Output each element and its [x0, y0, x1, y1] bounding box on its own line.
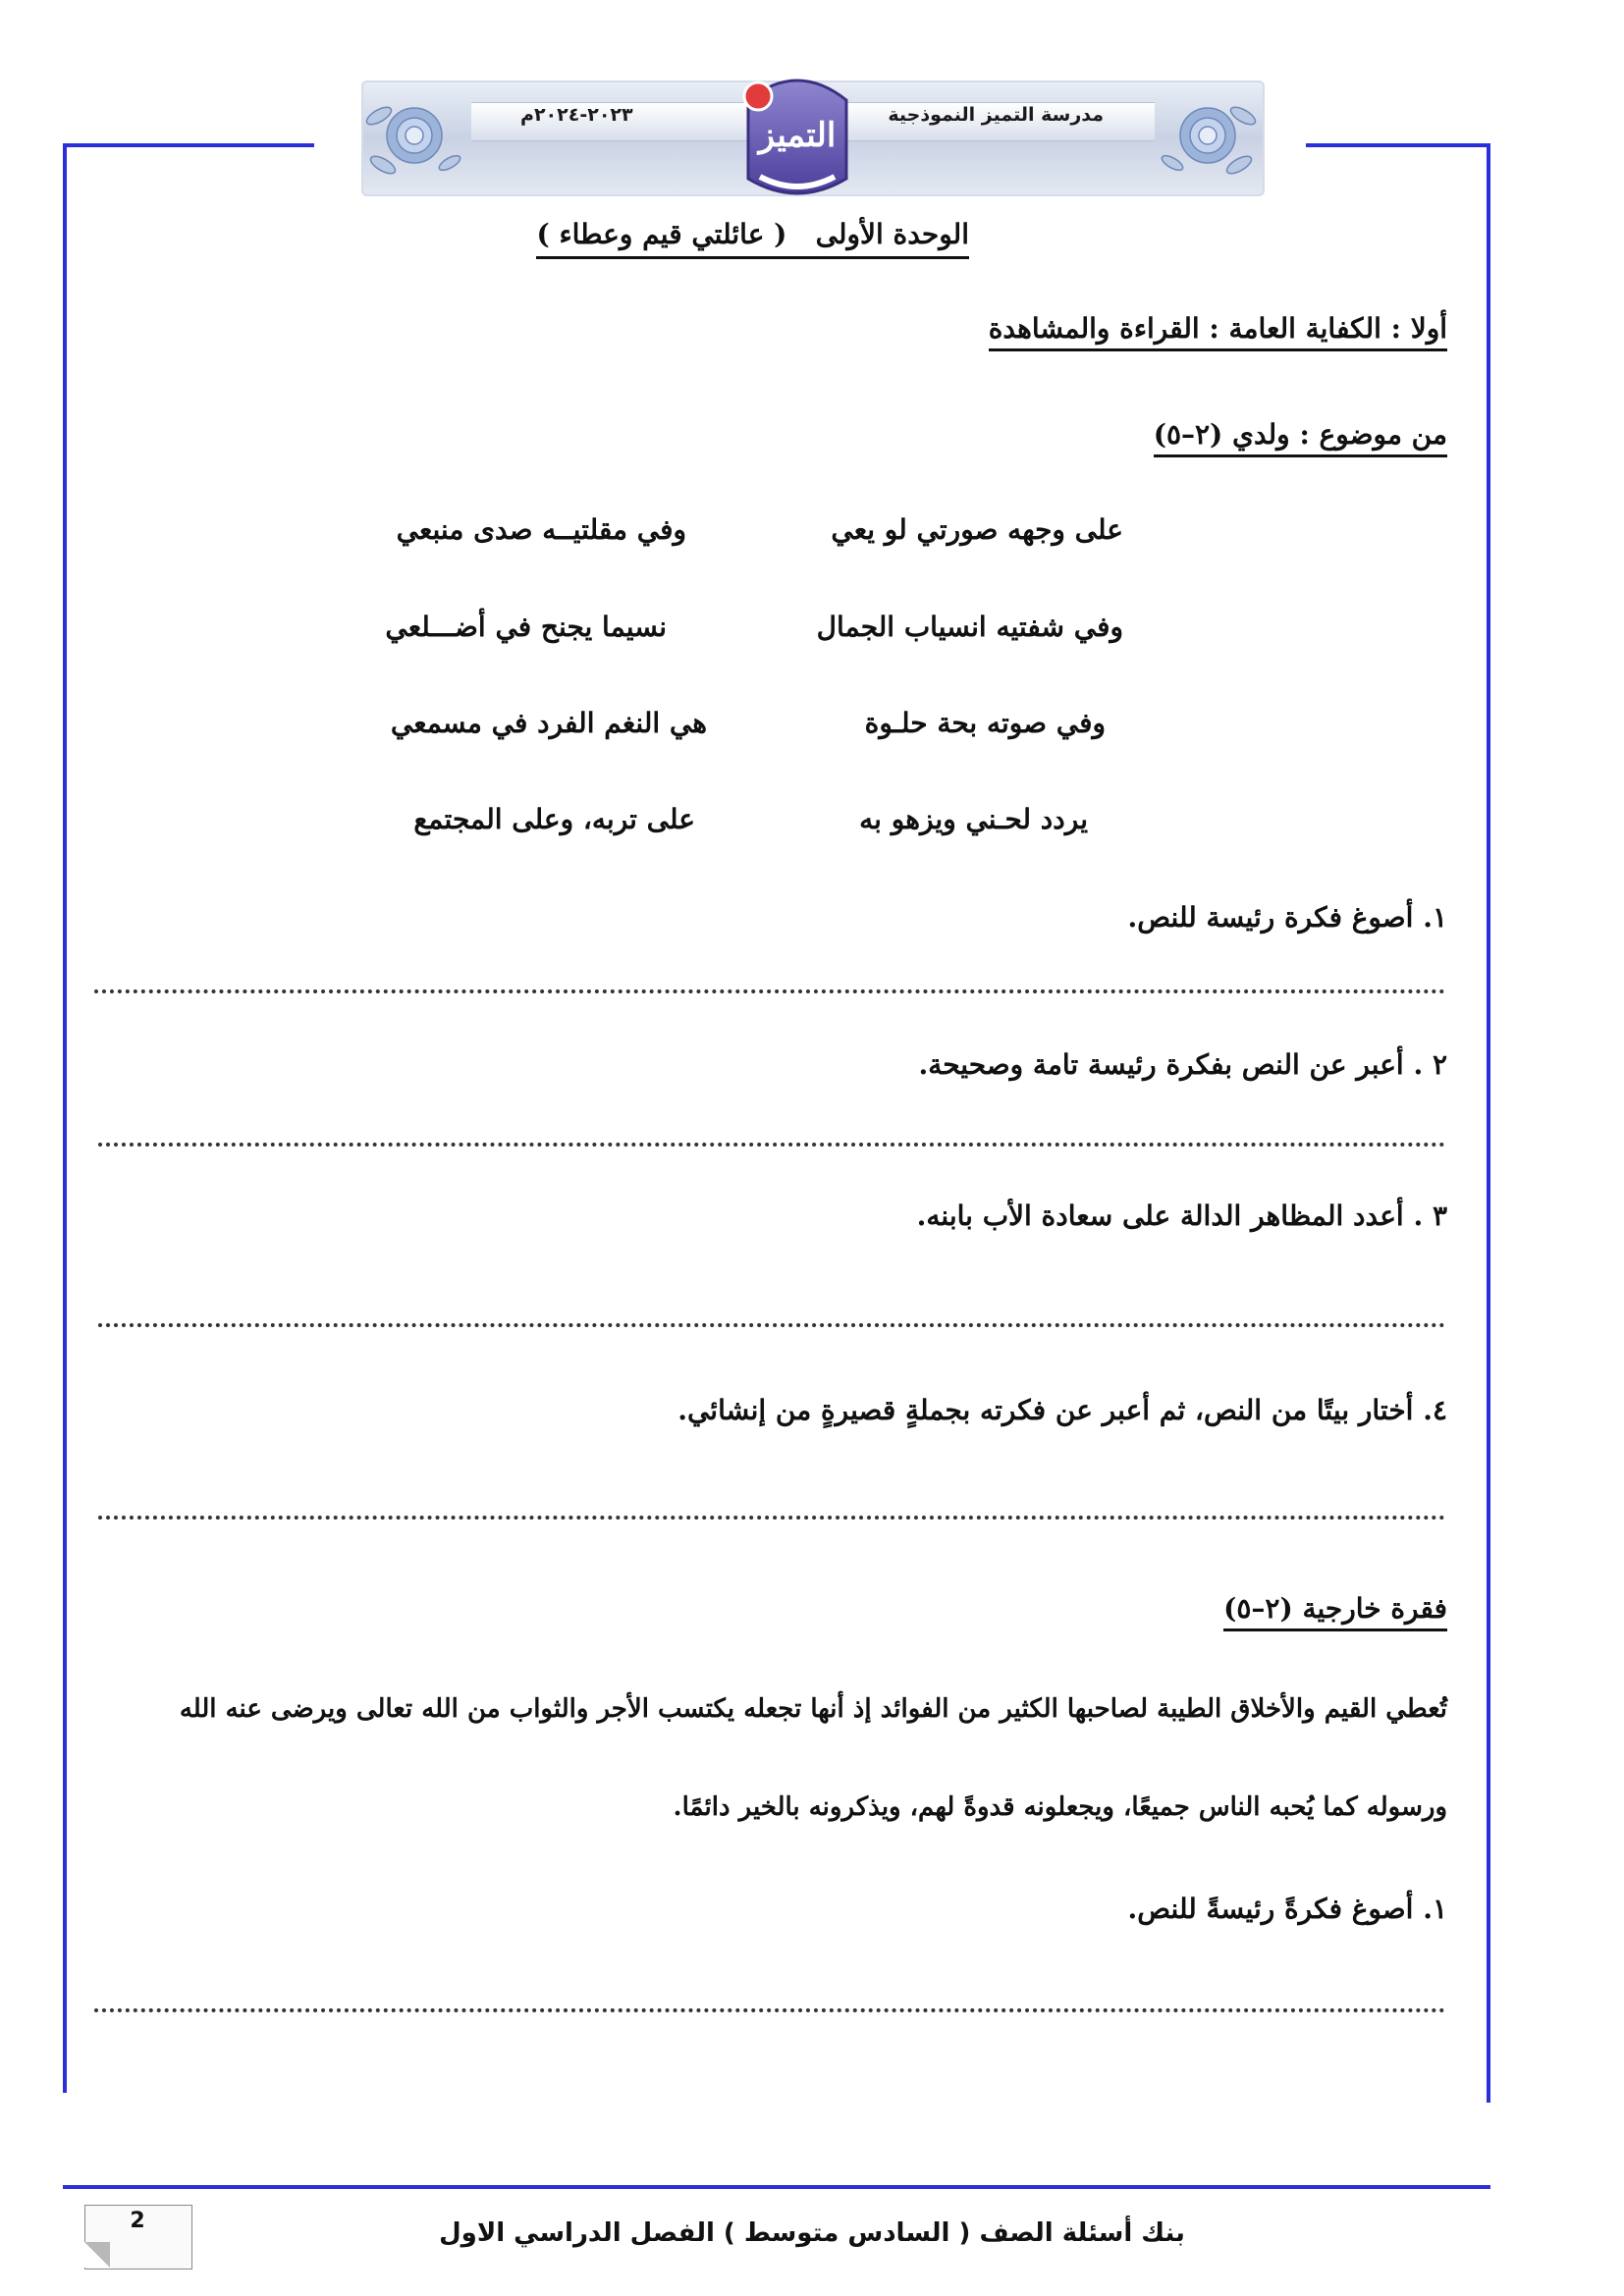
- section2-question-1: ١. أصوغ فكرةً رئيسةً للنص.: [1127, 1893, 1447, 1925]
- section1-heading: أولا : الكفاية العامة : القراءة والمشاهدة: [989, 312, 1447, 351]
- answer-line-4[interactable]: [98, 1516, 1445, 1520]
- frame-top-right: [1306, 143, 1490, 147]
- poem-verse-3-left: هي النغم الفرد في مسمعي: [390, 707, 707, 739]
- question-3: ٣ . أعدد المظاهر الدالة على سعادة الأب بابنه.: [916, 1200, 1447, 1232]
- school-name: مدرسة التميز النموذجية: [888, 104, 1104, 126]
- poem-verse-4-left: على تربه، وعلى المجتمع: [413, 803, 695, 835]
- page-number: 2: [130, 2209, 145, 2233]
- poem-verse-4-right: يردد لحـني ويزهو به: [859, 803, 1088, 835]
- poem-verse-2-left: نسيما يجنح في أضـــلعي: [385, 611, 667, 643]
- poem-verse-1-left: وفي مقلتيــه صدى منبعي: [396, 513, 686, 546]
- school-year: ٢٠٢٣-٢٠٢٤م: [520, 104, 633, 126]
- logo-text: التميز: [758, 116, 837, 155]
- poem-verse-2-right: وفي شفتيه انسياب الجمال: [816, 611, 1123, 643]
- question-2: ٢ . أعبر عن النص بفكرة رئيسة تامة وصحيحة.: [918, 1048, 1447, 1081]
- footer-rule: [63, 2185, 1490, 2189]
- paragraph-line-1: تُعطي القيم والأخلاق الطيبة لصاحبها الكثير من الفوائد إذ أنها تجعله يكتسب الأجر والثواب من الله تعالى ويرضى عنه الله: [179, 1694, 1447, 1724]
- paragraph-line-2: ورسوله كما يُحبه الناس جميعًا، ويجعلونه قدوةً لهم، ويذكرونه بالخير دائمًا.: [673, 1792, 1447, 1822]
- section2-heading: فقرة خارجية (٢–٥): [1223, 1592, 1447, 1631]
- frame-right: [1487, 143, 1490, 2103]
- section1-topic: من موضوع : ولدي (٢–٥): [1154, 418, 1447, 457]
- answer-line-2[interactable]: [98, 1143, 1445, 1147]
- answer-line-1[interactable]: [94, 989, 1445, 993]
- answer-line-5[interactable]: [94, 2008, 1445, 2012]
- poem-verse-3-right: وفي صوته بحة حلـوة: [864, 707, 1106, 739]
- frame-top-left: [63, 143, 314, 147]
- question-1: ١. أصوغ فكرة رئيسة للنص.: [1127, 901, 1447, 934]
- rose-right-icon: [1159, 86, 1257, 185]
- question-4: ٤. أختار بيتًا من النص، ثم أعبر عن فكرته بجملةٍ قصيرةٍ من إنشائي.: [677, 1394, 1447, 1426]
- answer-line-3[interactable]: [98, 1323, 1445, 1327]
- footer-text: بنك أسئلة الصف ( السادس متوسط ) الفصل الدراسي الاول: [439, 2218, 1185, 2248]
- poem-verse-1-right: على وجهه صورتي لو يعي: [831, 513, 1123, 546]
- unit-title: الوحدة الأولى ( عائلتي قيم وعطاء ): [536, 218, 969, 259]
- school-logo: [731, 61, 864, 208]
- rose-left-icon: [365, 86, 463, 185]
- frame-left: [63, 143, 67, 2093]
